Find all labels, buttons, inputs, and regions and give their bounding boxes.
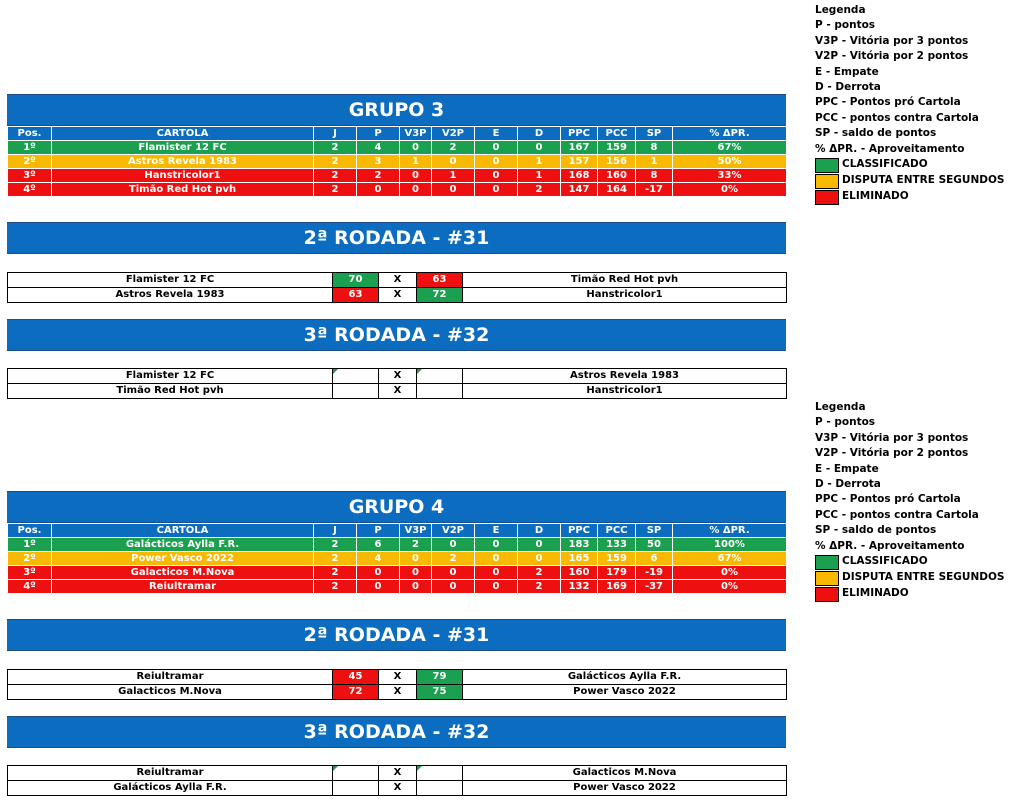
versus-mark: X [379, 288, 417, 303]
away-team: Galacticos M.Nova [463, 766, 787, 781]
legend-item: P - pontos [815, 19, 876, 32]
legend-item: PPC - Pontos pró Cartola [815, 493, 961, 506]
legend-item: SP - saldo de pontos [815, 127, 937, 140]
table-row [8, 566, 787, 580]
stat-cell: 159 [598, 141, 636, 155]
home-score-input[interactable] [333, 384, 379, 399]
stat-cell: 169 [598, 580, 636, 594]
home-score-input[interactable] [333, 781, 379, 796]
legend-item: V2P - Vitória por 2 pontos [815, 50, 969, 63]
col-p: P [357, 524, 400, 538]
stat-cell: 33% [673, 169, 787, 183]
table-row [8, 552, 787, 566]
stat-cell: -37 [636, 580, 673, 594]
stat-cell: 0 [475, 169, 518, 183]
yellow-swatch-icon [815, 174, 839, 189]
stat-cell: 2 [518, 183, 561, 197]
stat-cell: 2 [314, 183, 357, 197]
stat-cell: 2 [314, 538, 357, 552]
stat-cell: 0 [400, 566, 432, 580]
yellow-swatch-icon [815, 571, 839, 586]
legend-item: E - Empate [815, 462, 879, 475]
pos-cell: 1º [8, 141, 52, 155]
group-4-title-banner [7, 491, 786, 523]
stat-cell: 4 [357, 552, 400, 566]
red-swatch-icon [815, 587, 839, 602]
stat-cell: 8 [636, 141, 673, 155]
col-ppc: PPC [561, 127, 598, 141]
stat-cell: 2 [400, 538, 432, 552]
stat-cell: 67% [673, 552, 787, 566]
away-team: Power Vasco 2022 [463, 781, 787, 796]
match-row [8, 670, 787, 685]
col-pcc: PCC [598, 127, 636, 141]
away-team: Hanstricolor1 [463, 384, 787, 399]
stat-cell: 0 [432, 155, 475, 169]
home-team: Timão Red Hot pvh [8, 384, 333, 399]
col-j: J [314, 524, 357, 538]
stat-cell: 0 [400, 141, 432, 155]
match-row [8, 766, 787, 781]
stat-cell: 160 [561, 566, 598, 580]
stat-cell: 0 [475, 552, 518, 566]
stat-cell: 2 [314, 580, 357, 594]
stat-cell: 168 [561, 169, 598, 183]
green-swatch-icon [815, 158, 839, 173]
home-score: 45 [333, 670, 379, 685]
stat-cell: 6 [357, 538, 400, 552]
stat-cell: 0 [400, 552, 432, 566]
stat-cell: 0% [673, 580, 787, 594]
stat-cell: 1 [518, 169, 561, 183]
stat-cell: 0 [475, 538, 518, 552]
table-row [8, 169, 787, 183]
group-3-title-banner [7, 94, 786, 126]
stat-cell: 0 [432, 566, 475, 580]
away-score: 75 [417, 685, 463, 700]
stat-cell: 133 [598, 538, 636, 552]
team-cell: Timão Red Hot pvh [52, 183, 314, 197]
stat-cell: 2 [518, 566, 561, 580]
col-d: D [518, 524, 561, 538]
stat-cell: 160 [598, 169, 636, 183]
legend-item: PCC - pontos contra Cartola [815, 508, 979, 521]
stat-cell: 0 [357, 580, 400, 594]
away-score-input[interactable] [417, 766, 463, 781]
green-swatch-icon [815, 555, 839, 570]
home-team: Flamister 12 FC [8, 273, 333, 288]
home-team: Reiultramar [8, 670, 333, 685]
stat-cell: 2 [432, 552, 475, 566]
stat-cell: 2 [314, 566, 357, 580]
stat-cell: 2 [518, 580, 561, 594]
team-cell: Astros Revela 1983 [52, 155, 314, 169]
stat-cell: 0% [673, 183, 787, 197]
versus-mark: X [379, 273, 417, 288]
home-team: Flamister 12 FC [8, 369, 333, 384]
versus-mark: X [379, 685, 417, 700]
stat-cell: 2 [314, 552, 357, 566]
away-team: Power Vasco 2022 [463, 685, 787, 700]
round-title: 2ª RODADA - #31 [303, 624, 490, 646]
away-score: 72 [417, 288, 463, 303]
stat-cell: 0 [518, 538, 561, 552]
pos-cell: 4º [8, 580, 52, 594]
legend-item: SP - saldo de pontos [815, 524, 937, 537]
legend-item: PCC - pontos contra Cartola [815, 111, 979, 124]
match-row [8, 288, 787, 303]
stat-cell: 2 [314, 141, 357, 155]
home-score: 72 [333, 685, 379, 700]
legend-top [815, 3, 1004, 205]
legend-item: V2P - Vitória por 2 pontos [815, 447, 969, 460]
col-j: J [314, 127, 357, 141]
group-4-round2-banner [7, 619, 786, 651]
stat-cell: 8 [636, 169, 673, 183]
team-cell: Flamister 12 FC [52, 141, 314, 155]
stat-cell: 6 [636, 552, 673, 566]
stat-cell: 179 [598, 566, 636, 580]
group-4-round2-matches [7, 669, 787, 700]
match-row [8, 781, 787, 796]
versus-mark: X [379, 766, 417, 781]
stat-cell: 2 [432, 141, 475, 155]
match-row [8, 685, 787, 700]
legend-status-classified [815, 157, 1004, 173]
stat-cell: 0 [475, 155, 518, 169]
legend-status-label: ELIMINADO [842, 190, 909, 203]
legend-status-label: DISPUTA ENTRE SEGUNDOS [842, 571, 1005, 584]
stat-cell: 0 [432, 538, 475, 552]
away-team: Timão Red Hot pvh [463, 273, 787, 288]
stat-cell: 67% [673, 141, 787, 155]
away-team: Astros Revela 1983 [463, 369, 787, 384]
stat-cell: 0 [400, 169, 432, 183]
col-apr: % ΔPR. [673, 127, 787, 141]
legend-status-label: DISPUTA ENTRE SEGUNDOS [842, 174, 1005, 187]
away-team: Galácticos Aylla F.R. [463, 670, 787, 685]
stat-cell: 0 [400, 183, 432, 197]
group-4-title: GRUPO 4 [348, 496, 445, 518]
col-sp: SP [636, 127, 673, 141]
pos-cell: 2º [8, 552, 52, 566]
stat-cell: 147 [561, 183, 598, 197]
stat-cell: 0 [475, 141, 518, 155]
versus-mark: X [379, 781, 417, 796]
home-score: 70 [333, 273, 379, 288]
col-cartola: CARTOLA [52, 524, 314, 538]
legend-title: Legenda [815, 4, 866, 16]
stat-cell: 0 [357, 183, 400, 197]
legend-status-label: ELIMINADO [842, 587, 909, 600]
group-3-standings-table [7, 126, 787, 197]
legend-item: % ΔPR. - Aproveitamento [815, 539, 965, 552]
home-team: Galacticos M.Nova [8, 685, 333, 700]
team-cell: Hanstricolor1 [52, 169, 314, 183]
legend-status-dispute [815, 173, 1004, 189]
standings-header-row [8, 524, 787, 538]
stat-cell: 2 [357, 169, 400, 183]
match-row [8, 384, 787, 399]
round-title: 2ª RODADA - #31 [303, 227, 490, 249]
legend-status-classified [815, 554, 1004, 570]
stat-cell: 0 [357, 566, 400, 580]
team-cell: Power Vasco 2022 [52, 552, 314, 566]
table-row [8, 183, 787, 197]
stat-cell: 0 [518, 141, 561, 155]
legend-item: V3P - Vitória por 3 pontos [815, 34, 969, 47]
legend-status-dispute [815, 570, 1004, 586]
stat-cell: 0 [475, 580, 518, 594]
table-row [8, 155, 787, 169]
away-team: Hanstricolor1 [463, 288, 787, 303]
legend-item: E - Empate [815, 65, 879, 78]
group-4-round3-matches [7, 765, 787, 796]
group-4-standings-table [7, 523, 787, 594]
table-row [8, 538, 787, 552]
round-title: 3ª RODADA - #32 [303, 721, 490, 743]
legend-status-label: CLASSIFICADO [842, 555, 928, 568]
col-v2p: V2P [432, 127, 475, 141]
away-score-input[interactable] [417, 384, 463, 399]
stat-cell: 0% [673, 566, 787, 580]
home-team: Astros Revela 1983 [8, 288, 333, 303]
stat-cell: 157 [561, 155, 598, 169]
stat-cell: 2 [314, 155, 357, 169]
round-title: 3ª RODADA - #32 [303, 324, 490, 346]
stat-cell: 183 [561, 538, 598, 552]
stat-cell: 1 [636, 155, 673, 169]
stat-cell: 50% [673, 155, 787, 169]
group-3-round3-banner [7, 319, 786, 351]
stat-cell: 0 [432, 580, 475, 594]
match-row [8, 273, 787, 288]
col-pos: Pos. [8, 524, 52, 538]
stat-cell: 167 [561, 141, 598, 155]
col-v2p: V2P [432, 524, 475, 538]
legend-status-label: CLASSIFICADO [842, 158, 928, 171]
legend-item: % ΔPR. - Aproveitamento [815, 142, 965, 155]
stat-cell: 1 [432, 169, 475, 183]
home-score-input[interactable] [333, 766, 379, 781]
away-score: 63 [417, 273, 463, 288]
stat-cell: 0 [432, 183, 475, 197]
stat-cell: 1 [518, 155, 561, 169]
legend-bottom [815, 400, 1004, 602]
col-v3p: V3P [400, 127, 432, 141]
pos-cell: 4º [8, 183, 52, 197]
table-row [8, 141, 787, 155]
legend-status-eliminated [815, 189, 1004, 205]
stat-cell: 165 [561, 552, 598, 566]
stat-cell: 156 [598, 155, 636, 169]
stat-cell: 0 [400, 580, 432, 594]
group-3-round2-banner [7, 222, 786, 254]
stat-cell: 2 [314, 169, 357, 183]
group-3-round2-matches [7, 272, 787, 303]
col-sp: SP [636, 524, 673, 538]
legend-title: Legenda [815, 401, 866, 413]
col-apr: % ΔPR. [673, 524, 787, 538]
away-score: 79 [417, 670, 463, 685]
legend-status-eliminated [815, 586, 1004, 602]
stat-cell: 164 [598, 183, 636, 197]
stat-cell: 4 [357, 141, 400, 155]
pos-cell: 3º [8, 566, 52, 580]
versus-mark: X [379, 369, 417, 384]
stat-cell: 0 [475, 566, 518, 580]
col-ppc: PPC [561, 524, 598, 538]
standings-header-row [8, 127, 787, 141]
col-v3p: V3P [400, 524, 432, 538]
legend-item: V3P - Vitória por 3 pontos [815, 431, 969, 444]
col-p: P [357, 127, 400, 141]
match-row [8, 369, 787, 384]
stat-cell: 132 [561, 580, 598, 594]
home-team: Reiultramar [8, 766, 333, 781]
home-score-input[interactable] [333, 369, 379, 384]
away-score-input[interactable] [417, 781, 463, 796]
stat-cell: 1 [400, 155, 432, 169]
stat-cell: 0 [475, 183, 518, 197]
legend-item: PPC - Pontos pró Cartola [815, 96, 961, 109]
col-pcc: PCC [598, 524, 636, 538]
stat-cell: 100% [673, 538, 787, 552]
pos-cell: 2º [8, 155, 52, 169]
team-cell: Galacticos M.Nova [52, 566, 314, 580]
col-e: E [475, 524, 518, 538]
away-score-input[interactable] [417, 369, 463, 384]
red-swatch-icon [815, 190, 839, 205]
stat-cell: 50 [636, 538, 673, 552]
stat-cell: 159 [598, 552, 636, 566]
home-team: Galácticos Aylla F.R. [8, 781, 333, 796]
legend-item: D - Derrota [815, 81, 881, 94]
stat-cell: 0 [518, 552, 561, 566]
stat-cell: -19 [636, 566, 673, 580]
versus-mark: X [379, 384, 417, 399]
team-cell: Galácticos Aylla F.R. [52, 538, 314, 552]
legend-item: D - Derrota [815, 478, 881, 491]
home-score: 63 [333, 288, 379, 303]
col-pos: Pos. [8, 127, 52, 141]
team-cell: Reiultramar [52, 580, 314, 594]
stat-cell: -17 [636, 183, 673, 197]
pos-cell: 3º [8, 169, 52, 183]
legend-item: P - pontos [815, 416, 876, 429]
col-cartola: CARTOLA [52, 127, 314, 141]
stat-cell: 3 [357, 155, 400, 169]
col-e: E [475, 127, 518, 141]
pos-cell: 1º [8, 538, 52, 552]
group-4-round3-banner [7, 716, 786, 748]
table-row [8, 580, 787, 594]
group-3-title: GRUPO 3 [348, 99, 445, 121]
col-d: D [518, 127, 561, 141]
group-3-round3-matches [7, 368, 787, 399]
versus-mark: X [379, 670, 417, 685]
